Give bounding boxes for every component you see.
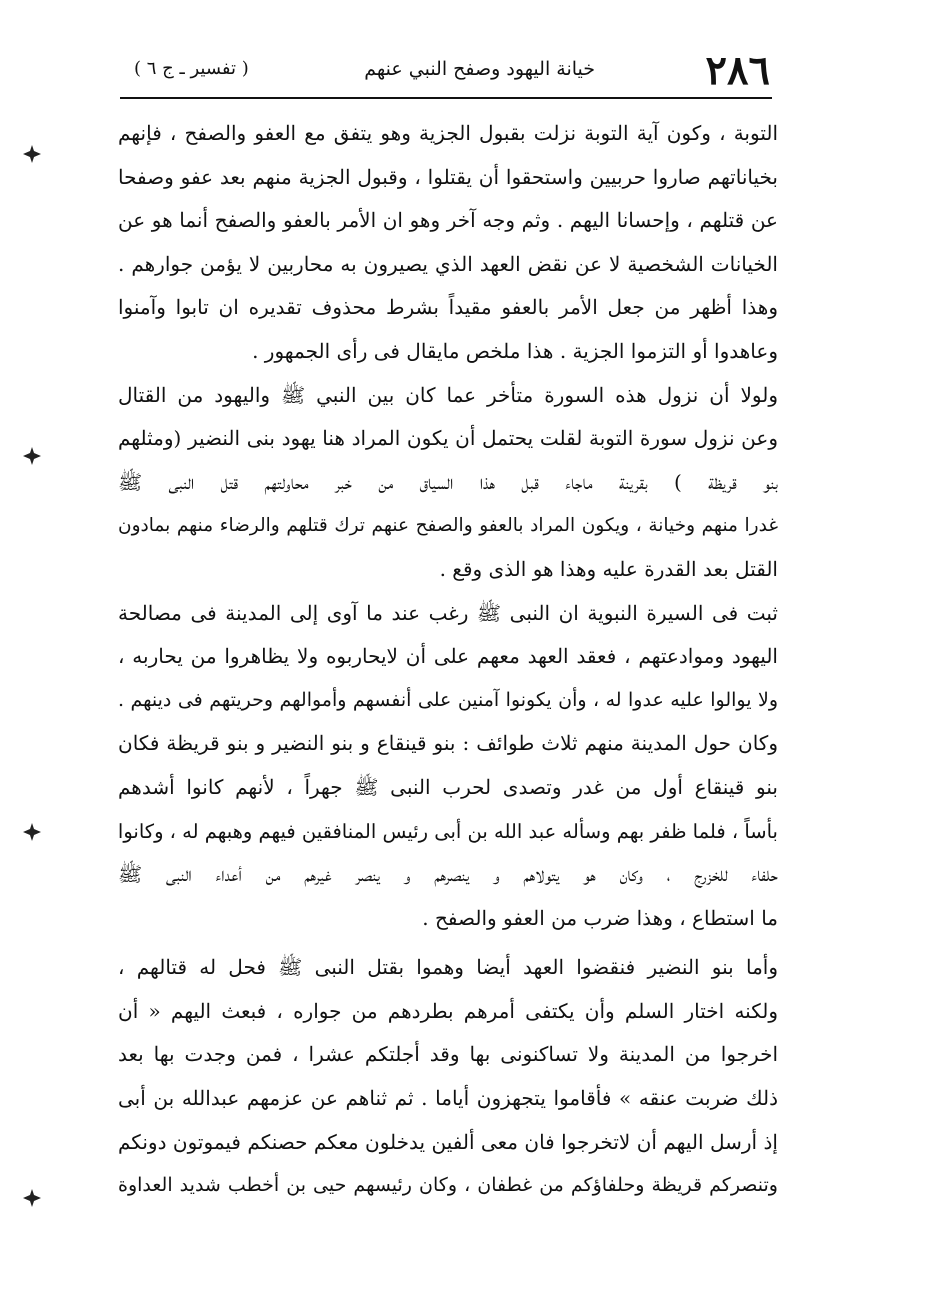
text-line: حلفاء للخزرج ، وكان هو يتولاهم و ينصرهم و ينصر غيرهم من أعداء النبى ﷺ [118,862,778,887]
text-line: التوبة ، وكون آية التوبة نزلت بقبول الجزية وهو يتفق مع العفو والصفح ، فإنهم [118,121,778,145]
text-line: بخياناتهم صاروا حربيين واستحقوا أن يقتلوا ، وقبول الجزية منهم بعد عفو وصفحا [118,164,778,189]
page-number: ٢٨٦ [705,47,770,94]
text-line: وكان حول المدينة منهم ثلاث طوائف : بنو قينقاع و بنو النضير و بنو قريظة فكان [118,731,778,756]
text-line: بنو قينقاع أول من غدر وتصدى لحرب النبى ﷺ جهراً ، لأنهم كانوا أشدهم [118,774,778,799]
text-line: وعاهدوا أو التزموا الجزية . هذا ملخص مايقال فى رأى الجمهور . [252,338,778,363]
text-line: إذ أرسل اليهم أن لاتخرجوا فان معى ألفين يدخلون معكم حصنكم فيموتون دونكم [118,1129,778,1154]
text-line: وعن نزول سورة التوبة لقلت يحتمل أن يكون المراد هنا يهود بنى النضير (ومثلهم [118,426,778,451]
text-line: بأساً ، فلما ظفر بهم وسأله عبد الله بن أبى رئيس المنافقين فيهم وهبهم له ، وكانوا [118,819,778,843]
text-line: الخيانات الشخصية لا عن نقض العهد الذي يصيرون به محاربين لا يؤمن جوارهم . [118,251,778,276]
binding-hole-mark [22,144,42,164]
text-line: ولكنه اختار السلم وأن يكتفى أمرهم بطردهم من جواره ، فبعث اليهم « أن [118,998,778,1023]
text-line: ولولا أن نزول هذه السورة متأخر عما كان بين النبي ﷺ واليهود من القتال [118,382,778,407]
text-line: غدرا منهم وخيانة ، ويكون المراد بالعفو والصفح عنهم ترك قتلهم والرضاء منهم بمادون [118,515,778,537]
text-line: اليهود وموادعتهم ، فعقد العهد معهم على أن لايحاربوه ولا يظاهروا من يحاربه ، [118,644,778,669]
text-line: وهذا أظهر من جعل الأمر بالعفو مقيداً بشرط محذوف تقديره ان تابوا وآمنوا [118,295,778,320]
text-line: عن قتلهم ، وإحسانا اليهم . وثم وجه آخر وهو ان الأمر بالعفو والصفح أنما هو عن [118,208,778,233]
text-line: وتنصركم قريظة وحلفاؤكم من غطفان ، وكان رئيسهم حيى بن أخطب شديد العداوة [118,1174,778,1197]
text-line: بنو قريظة ) بقرينة ماجاء قبل هذا السياق من خبر محاولتهم قتل النبى ﷺ [118,469,778,494]
text-line: وأما بنو النضير فنقضوا العهد أيضا وهموا بقتل النبى ﷺ فحل له قتالهم ، [118,955,778,980]
text-line: ما استطاع ، وهذا ضرب من العفو والصفح . [422,905,778,930]
binding-hole-mark [22,1188,42,1208]
body-text [118,112,778,1208]
text-line: ولا يوالوا عليه عدوا له ، وأن يكونوا آمنين على أنفسهم وأموالهم وحريتهم فى دينهم . [118,688,778,711]
text-line: ثبت فى السيرة النبوية ان النبى ﷺ رغب عند ما آوى إلى المدينة فى مصالحة [118,600,778,625]
text-line: ذلك ضربت عنقه » فأقاموا يتجهزون أياما . ثم ثناهم عن عزمهم عبدالله بن أبى [118,1086,778,1111]
page-header [120,46,770,96]
running-tag: ( تفسير ـ ج ٦ ) [134,58,249,79]
binding-hole-mark [22,822,42,842]
text-line: القتل بعد القدرة عليه وهذا هو الذى وقع . [439,556,778,581]
running-title: خيانة اليهود وصفح النبي عنهم [364,58,595,80]
text-line: اخرجوا من المدينة ولا تساكنونى بها وقد أجلتكم عشرا ، فمن وجدت بها بعد [118,1042,778,1067]
header-rule [120,97,772,99]
binding-hole-mark [22,446,42,466]
